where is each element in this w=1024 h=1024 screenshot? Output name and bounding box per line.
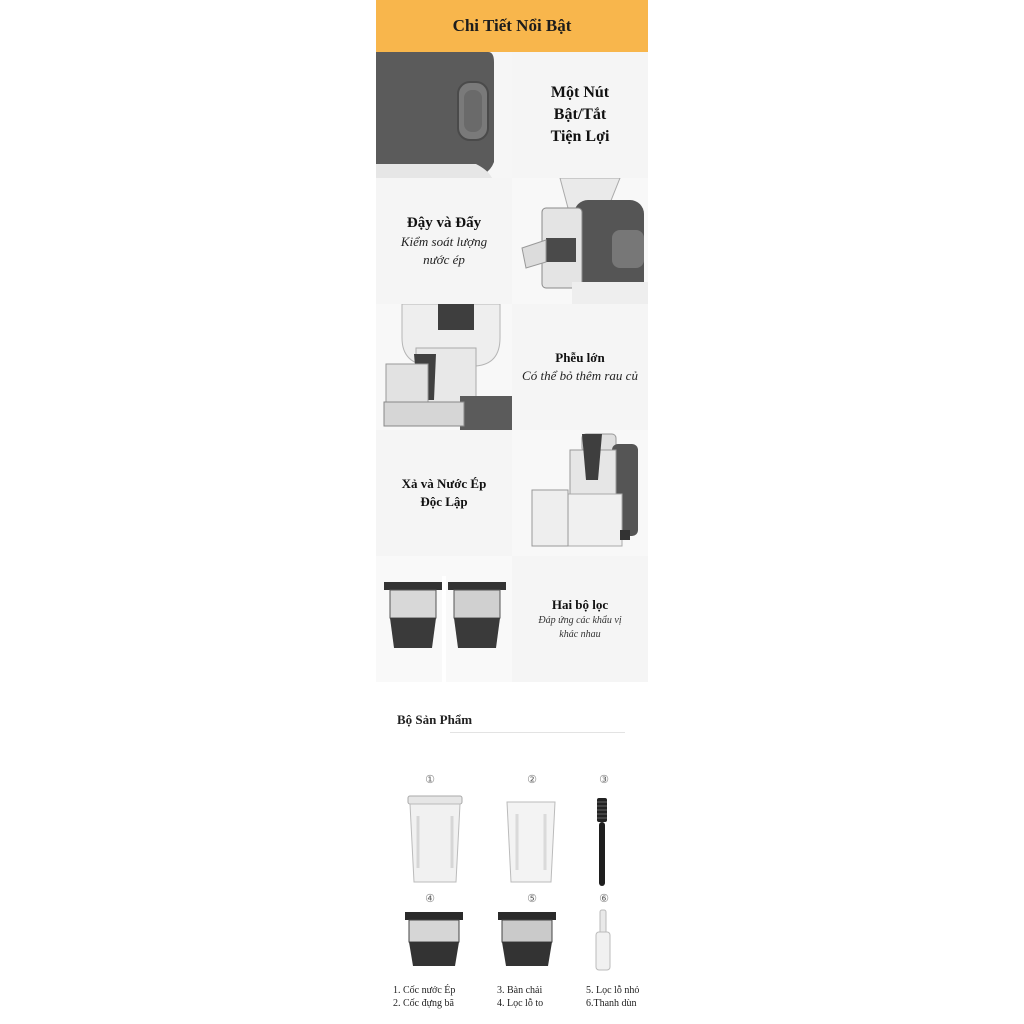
funnel-text (512, 304, 648, 430)
pulp-cup-image (503, 800, 559, 889)
legend-item-2: 2. Cốc đựng bã (393, 998, 454, 1009)
item-number-4: ④ (425, 893, 435, 905)
lid-image (512, 178, 648, 304)
feature-banner (376, 0, 648, 52)
funnel-sub: Có thể bỏ thêm rau củ (522, 368, 638, 383)
legend-item-6: 6.Thanh dùn (586, 998, 637, 1009)
item-number-3: ③ (599, 774, 609, 786)
pusher-stick-image (594, 908, 612, 977)
legend-item-3: 3. Bàn chải (497, 985, 543, 996)
coarse-filter-image (403, 910, 465, 975)
brush-image (594, 796, 610, 893)
outlets-text (376, 430, 512, 556)
onoff-title-line1: Một Nút (550, 84, 610, 101)
onoff-title-line3: Tiện Lợi (550, 128, 610, 145)
item-number-5: ⑤ (527, 893, 537, 905)
filters-sub-line1: Đáp ứng các khẩu vị (538, 615, 622, 626)
kit-title: Bộ Sản Phẩm (397, 712, 473, 727)
legend-item-5: 5. Lọc lỗ nhỏ (586, 985, 640, 996)
filters-image (376, 556, 512, 682)
kit-divider (450, 732, 625, 733)
item-number-2: ② (527, 774, 537, 786)
onoff-title-line2: Bật/Tắt (553, 106, 607, 123)
juice-cup-image (404, 794, 466, 891)
lid-text (376, 178, 512, 304)
outlets-image (512, 430, 648, 556)
outlets-title-line1: Xả và Nước Ép (401, 476, 487, 491)
fine-filter-image (496, 910, 558, 975)
outlets-title-line2: Độc Lập (420, 494, 468, 509)
legend-item-4: 4. Lọc lỗ to (497, 998, 544, 1009)
onoff-text (512, 52, 648, 178)
lid-title: Đậy và Đẩy (406, 214, 482, 231)
filters-sub-line2: khác nhau (559, 629, 601, 640)
filters-text (512, 556, 648, 682)
lid-sub-line1: Kiểm soát lượng (400, 233, 488, 249)
item-number-6: ⑥ (599, 893, 609, 905)
item-number-1: ① (425, 774, 435, 786)
banner-title: Chi Tiết Nổi Bật (452, 16, 572, 35)
filters-title: Hai bộ lọc (551, 597, 609, 612)
lid-sub-line2: nước ép (423, 251, 465, 267)
funnel-title: Phễu lớn (555, 350, 605, 365)
legend-item-1: 1. Cốc nước Ép (393, 985, 456, 996)
funnel-image (376, 304, 512, 430)
onoff-button-image (376, 52, 512, 178)
